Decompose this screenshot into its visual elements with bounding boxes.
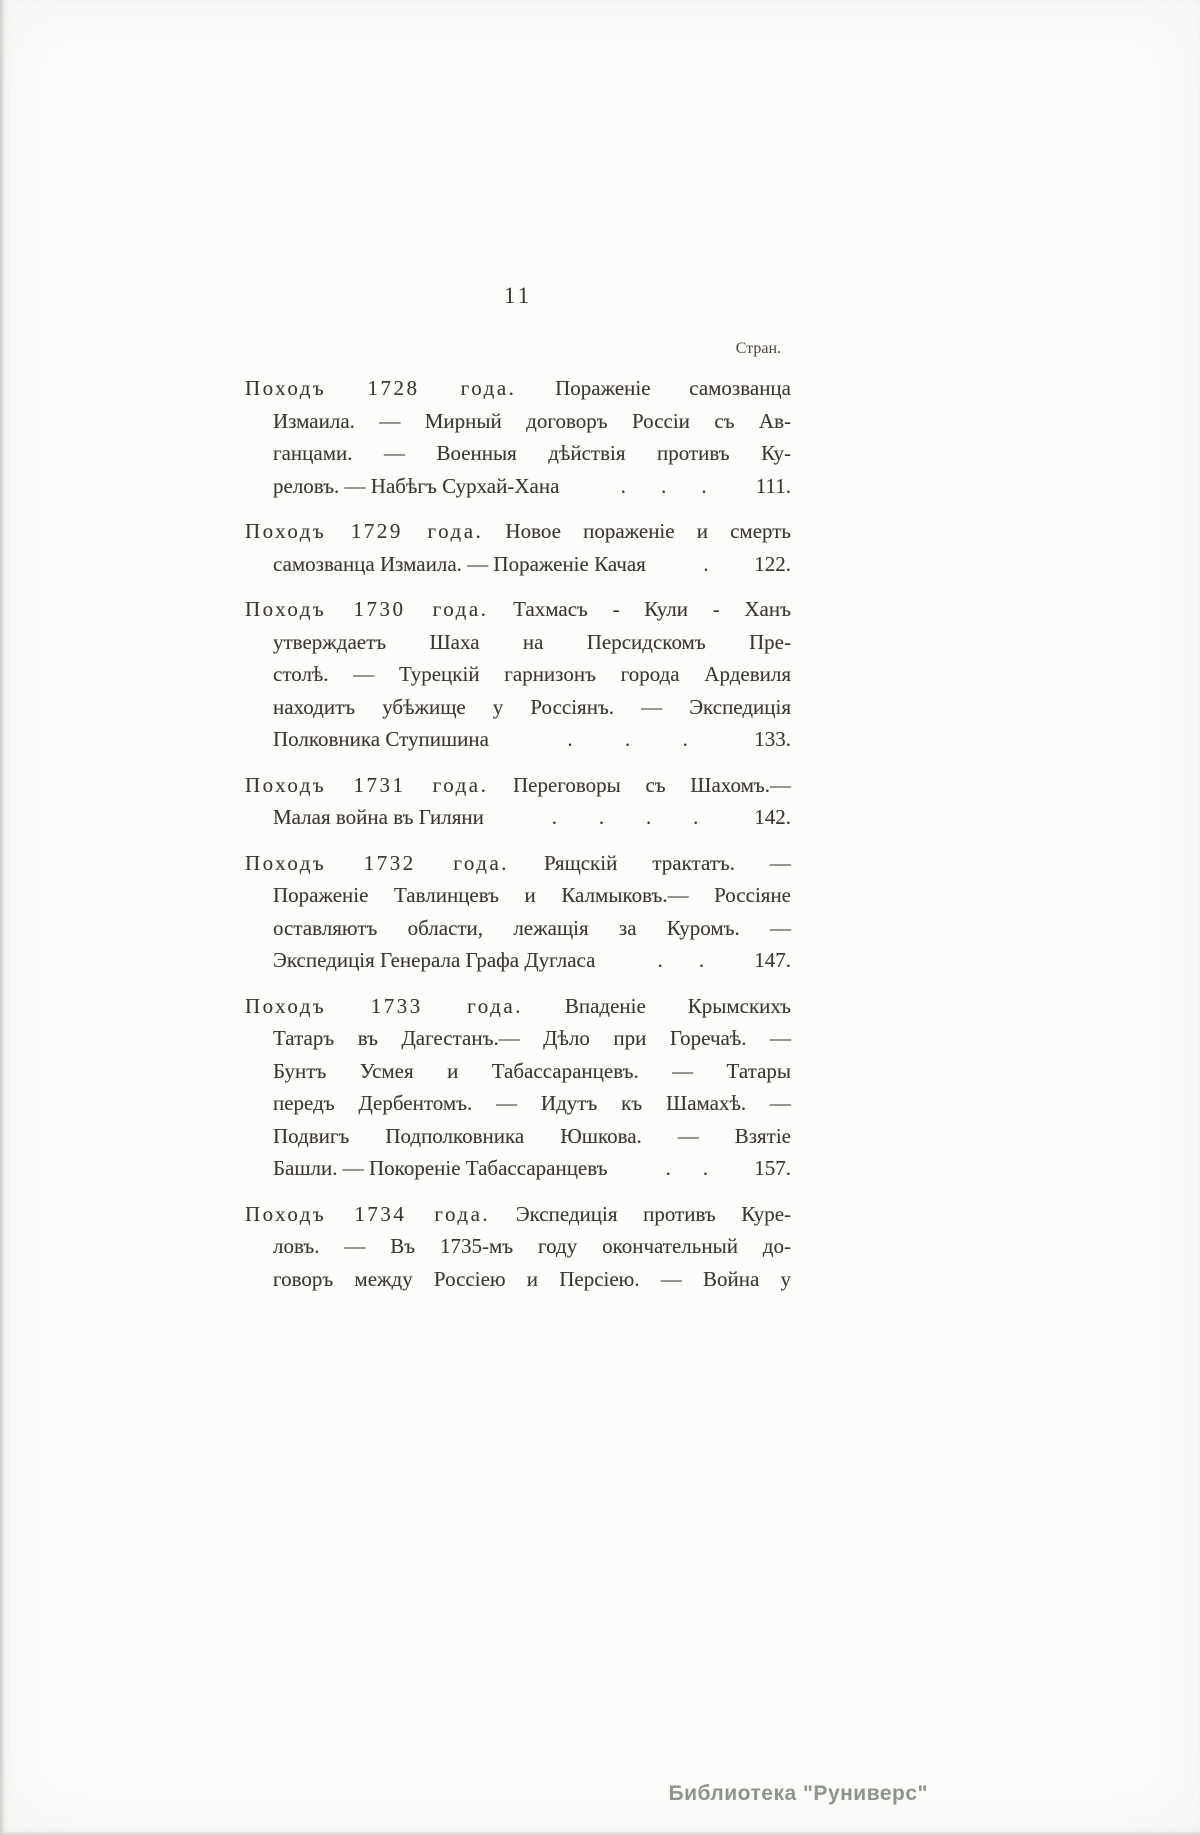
leader-dot: . (645, 805, 652, 829)
entry-first-line-text: Экспедиція противъ Куре- (490, 1201, 792, 1226)
entry-last-line-text: Башли. — Покореніе Табассаранцевъ (273, 1156, 608, 1180)
library-watermark: Библиотека "Руниверс" (668, 1782, 928, 1805)
entry-first-line (245, 1198, 791, 1231)
dot-leaders (484, 801, 754, 834)
entry-first-line (245, 515, 791, 548)
entry-line: Измаила. — Мирный договоръ Россіи съ Ав- (273, 408, 791, 433)
toc-entry (245, 515, 791, 580)
entry-first-line-text: Новое пораженіе и смерть (483, 519, 791, 543)
entry-last-line (245, 1152, 791, 1185)
entry-last-line (245, 470, 791, 503)
entry-first-line-text: Тахмасъ - Кули - Ханъ (488, 597, 791, 621)
leader-dot: . (624, 727, 631, 751)
entry-first-line-text: Пораженіе самозванца (516, 376, 791, 400)
entry-page-ref: 147. (754, 948, 791, 972)
entry-heading: Походъ 1731 года. (245, 772, 489, 797)
leader-dot: . (702, 1156, 709, 1180)
entry-first-line-text: Рящскій трактатъ. — (509, 850, 792, 875)
entry-first-line (245, 372, 791, 405)
leader-dot: . (665, 1156, 671, 1180)
leader-dot: . (657, 948, 663, 972)
entry-first-line (245, 847, 791, 880)
entry-last-line-text: Полковника Ступишина (273, 727, 489, 751)
entry-line: говоръ между Россіею и Персіею. — Война у (273, 1266, 791, 1291)
pages-column-label: Стран. (735, 340, 781, 357)
leader-dot: . (551, 805, 558, 829)
dot-leaders (559, 470, 755, 503)
entry-last-line (245, 723, 791, 756)
toc-entry (245, 1198, 791, 1296)
entry-line: Татаръ въ Дагестанъ.— Дѣло при Горечаѣ. — (273, 1026, 791, 1050)
entry-last-line-text: Малая война въ Гиляни (273, 805, 484, 829)
entry-last-line-text: самозванца Измаила. — Пораженіе Качая (273, 551, 646, 576)
dot-leaders (489, 723, 754, 756)
dot-leaders (595, 944, 754, 977)
toc-entry (245, 769, 791, 834)
toc-entry (245, 593, 791, 756)
entry-heading: Походъ 1732 года. (245, 850, 510, 875)
toc-entry (245, 990, 791, 1185)
entry-first-line-text: Впаденіе Крымскихъ (522, 993, 791, 1018)
page-number: 11 (503, 283, 533, 308)
entry-page-ref: 122. (754, 551, 791, 576)
dot-leaders (608, 1152, 755, 1185)
leader-dot: . (620, 473, 626, 498)
entry-line: Подвигъ Подполковника Юшкова. — Взятіе (273, 1123, 791, 1148)
entry-line: Бунтъ Усмея и Табассаранцевъ. — Татары (273, 1058, 791, 1083)
scan-edge-left (0, 0, 4, 1835)
leader-dot: . (693, 805, 699, 829)
entry-line: ганцами. — Военныя дѣйствія противъ Ку- (273, 441, 791, 465)
entry-page-ref: 111. (755, 473, 791, 498)
entry-first-line (245, 593, 791, 626)
table-of-contents (245, 372, 791, 1308)
entry-page-ref: 142. (754, 805, 791, 829)
entry-page-ref: 157. (754, 1156, 791, 1180)
entry-heading: Походъ 1729 года. (245, 519, 484, 543)
leader-dot: . (682, 727, 688, 751)
entry-heading: Походъ 1730 года. (245, 597, 489, 621)
entry-first-line (245, 990, 791, 1023)
entry-line: находитъ убѣжище у Россіянъ. — Экспедиція (273, 694, 791, 719)
entry-last-line-text: реловъ. — Набѣгъ Сурхай-Хана (273, 473, 560, 498)
leader-dot: . (567, 727, 573, 751)
leader-dot: . (660, 473, 667, 498)
entry-last-line-text: Экспедиція Генерала Графа Дугласа (273, 948, 596, 972)
entry-line: утверждаетъ Шаха на Персидскомъ Пре- (273, 629, 791, 654)
dot-leaders (646, 548, 754, 581)
leader-dot: . (698, 948, 705, 972)
entry-page-ref: 133. (754, 727, 791, 751)
leader-dot: . (598, 805, 605, 829)
toc-entry (245, 372, 791, 502)
entry-first-line-text: Переговоры съ Шахомъ.— (488, 772, 791, 797)
entry-heading: Походъ 1734 года. (245, 1201, 491, 1226)
entry-line: столѣ. — Турецкій гарнизонъ города Ардевиля (273, 662, 791, 686)
entry-line: передъ Дербентомъ. — Идутъ къ Шамахѣ. — (273, 1091, 791, 1115)
toc-entry (245, 847, 791, 977)
entry-line: Пораженіе Тавлинцевъ и Калмыковъ.— Россіяне (273, 883, 791, 907)
entry-last-line (245, 548, 791, 581)
entry-heading: Походъ 1728 года. (245, 376, 517, 400)
entry-line: оставляютъ области, лежащія за Куромъ. — (273, 915, 791, 940)
entry-first-line (245, 769, 791, 802)
entry-heading: Походъ 1733 года. (245, 993, 523, 1018)
entry-line: ловъ. — Въ 1735-мъ году окончательный до- (273, 1234, 791, 1258)
leader-dot: . (701, 473, 707, 498)
leader-dot: . (703, 551, 709, 576)
entry-last-line (245, 944, 791, 977)
entry-last-line (245, 801, 791, 834)
